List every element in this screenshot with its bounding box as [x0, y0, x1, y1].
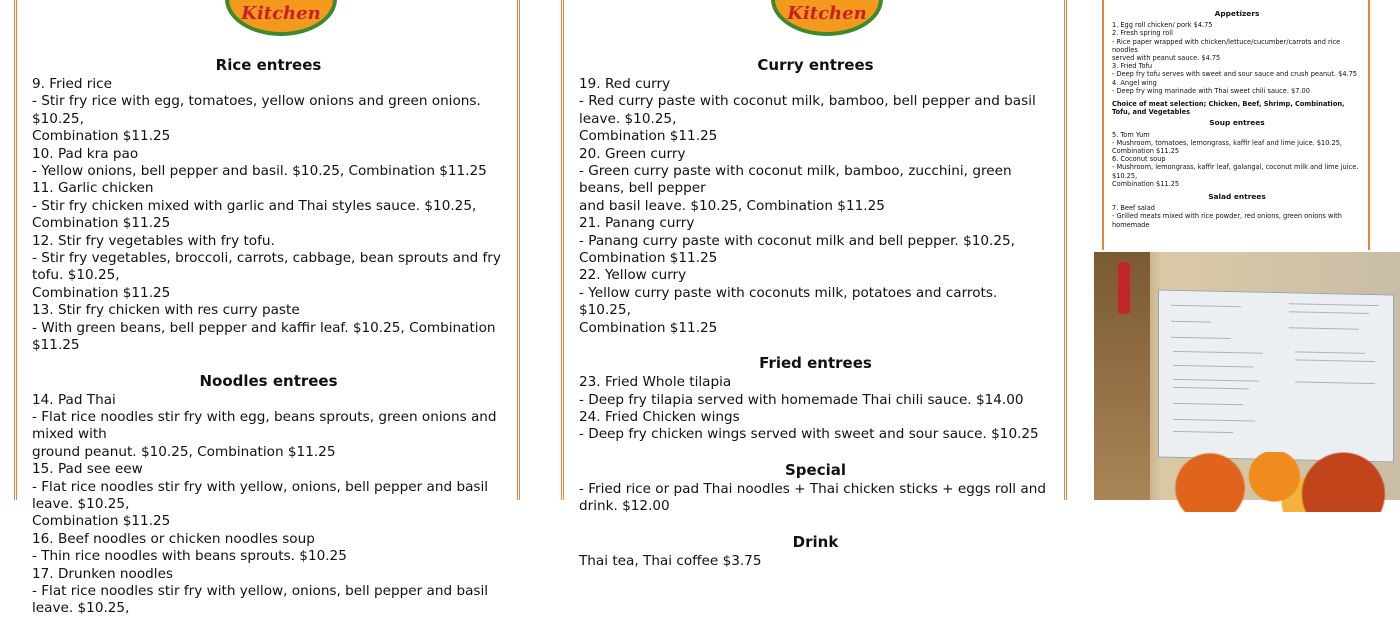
- menu-line: ground peanut. $10.25, Combination $11.25: [32, 443, 336, 460]
- menu-line: 23. Fried Whole tilapia: [579, 374, 732, 391]
- appetizers-title: Appetizers: [1214, 9, 1260, 18]
- appetizers-list: [1112, 21, 1362, 95]
- section-spacer: [32, 355, 505, 372]
- left-menu-body: [32, 56, 505, 618]
- menu-line: Combination $11.25: [579, 319, 718, 336]
- menu-line: - Stir fry chicken mixed with garlic and Thai styles sauce. $10.25,: [32, 197, 477, 214]
- menu-line: - Flat rice noodles stir fry with yellow, onions, bell pepper and basil leave. $10.25,: [32, 478, 489, 512]
- menu-line: - Flat rice noodles stir fry with egg, beans sprouts, green onions and mixed with: [32, 408, 497, 443]
- mini-menu-line: 5. Tom Yum: [1112, 130, 1150, 139]
- menu-line: 22. Yellow curry: [579, 267, 687, 284]
- section-title: Drink: [792, 532, 839, 551]
- section-spacer: [579, 337, 1052, 354]
- restaurant-logo: [225, 0, 337, 36]
- mini-menu-line: - Deep fry tofu serves with sweet and sour sauce and crush peanut. $4.75: [1112, 70, 1358, 79]
- logo-text: Kitchen: [241, 3, 321, 24]
- mini-menu-line: - Mushroom, tomatoes, lemongrass, kaffir leaf and lime juice. $10.25,: [1112, 138, 1343, 147]
- menu-line: 24. Fried Chicken wings: [579, 408, 740, 425]
- section-title: Noodles entrees: [199, 371, 338, 390]
- section-spacer: [579, 516, 1052, 533]
- mini-menu-line: 3. Fried Tofu: [1112, 62, 1153, 71]
- menu-line: - Thin rice noodles with beans sprouts. $10.25: [32, 548, 347, 565]
- posted-menu-sheet: [1158, 290, 1394, 463]
- menu-line: 15. Pad see eew: [32, 461, 143, 478]
- menu-line: Combination $11.25: [32, 513, 171, 530]
- menu-line: - Panang curry paste with coconut milk and bell pepper. $10.25,: [579, 232, 1015, 249]
- menu-line: - With green beans, bell pepper and kaffir leaf. $10.25, Combination $11.25: [32, 319, 496, 354]
- menu-line: Combination $11.25: [32, 215, 171, 232]
- menu-photo: [1094, 252, 1400, 500]
- mini-menu-line: - Grilled meats mixed with rice powder, red onions, green onions with homemade: [1112, 212, 1342, 229]
- mini-menu-line: 6. Coconut soup: [1112, 155, 1166, 164]
- section-title: Curry entrees: [757, 56, 874, 74]
- menu-line: 20. Green curry: [579, 145, 686, 162]
- menu-line: 17. Drunken noodles: [32, 565, 174, 582]
- mini-menu-line: - Mushroom, lemongrass, kaffir leaf, galangal, coconut milk and lime juice. $10.25,: [1112, 163, 1359, 180]
- menu-line: - Stir fry rice with egg, tomatoes, yellow onions and green onions. $10.25,: [32, 93, 481, 127]
- menu-line: Combination $11.25: [32, 128, 171, 145]
- mini-menu-line: - Rice paper wrapped with chicken/lettuce/cucumber/carrots and rice noodles: [1112, 37, 1341, 54]
- menu-line: 16. Beef noodles or chicken noodles soup: [32, 530, 315, 547]
- menu-page-left: [14, 0, 520, 617]
- fire-extinguisher-icon: [1118, 262, 1130, 314]
- salad-title: Salad entrees: [1208, 192, 1266, 202]
- menu-line: - Fried rice or pad Thai noodles + Thai chicken sticks + eggs roll and drink. $12.00: [579, 480, 1046, 515]
- middle-menu-body: [579, 56, 1052, 570]
- section-spacer: [579, 444, 1052, 461]
- menu-line: Combination $11.25: [579, 128, 718, 145]
- menu-line: - Green curry paste with coconut milk, bamboo, zucchini, green beans, bell pepper: [579, 163, 1012, 197]
- mini-menu-line: served with peanut sauce. $4.75: [1112, 54, 1221, 63]
- menu-line: and basil leave. $10.25, Combination $11.25: [579, 197, 885, 214]
- mini-menu-line: 2. Fresh spring roll: [1112, 29, 1173, 38]
- menu-line: 21. Panang curry: [579, 215, 695, 232]
- menu-line: 11. Garlic chicken: [32, 180, 154, 197]
- autumn-leaves-decor: [1164, 452, 1394, 512]
- menu-page-right-preview: [1102, 0, 1370, 250]
- salad-list: [1112, 204, 1362, 229]
- logo-text: Kitchen: [787, 3, 867, 24]
- section-title: Rice entrees: [215, 56, 322, 74]
- mini-menu-line: Combination $11.25: [1112, 179, 1180, 188]
- restaurant-logo: [771, 0, 883, 36]
- section-title: Fried entrees: [759, 354, 872, 373]
- menu-line: 10. Pad kra pao: [32, 145, 139, 162]
- menu-line: - Deep fry chicken wings served with sweet and sour sauce. $10.25: [579, 426, 1039, 443]
- menu-line: 19. Red curry: [579, 76, 671, 92]
- mini-menu-line: - Deep fry wing marinade with Thai sweet chili sauce. $7.00: [1112, 86, 1310, 95]
- menu-line: - Red curry paste with coconut milk, bamboo, bell pepper and basil leave. $10.25,: [579, 93, 1036, 127]
- menu-line: - Yellow curry paste with coconuts milk, potatoes and carrots. $10.25,: [579, 284, 998, 319]
- meat-selection-note: Choice of meat selection; Chicken, Beef, Shrimp, Combination, Tofu, and Vegetables: [1112, 100, 1345, 117]
- mini-menu-line: 7. Beef salad: [1112, 204, 1155, 213]
- menu-line: Thai tea, Thai coffee $3.75: [579, 552, 762, 569]
- mini-menu-line: Combination $11.25: [1112, 147, 1180, 156]
- menu-line: - Flat rice noodles stir fry with yellow, onions, bell pepper and basil leave. $10.25,: [32, 582, 489, 617]
- menu-line: 12. Stir fry vegetables with fry tofu.: [32, 232, 275, 249]
- soup-list: [1112, 131, 1362, 188]
- menu-line: - Yellow onions, bell pepper and basil. $10.25, Combination $11.25: [32, 163, 487, 180]
- mini-menu-line: 4. Angel wing: [1112, 78, 1157, 87]
- mini-menu-line: 1. Egg roll chicken/ pork $4.75: [1112, 21, 1213, 30]
- menu-line: - Deep fry tilapia served with homemade Thai chili sauce. $14.00: [579, 391, 1024, 408]
- menu-line: - Stir fry vegetables, broccoli, carrots, cabbage, bean sprouts and fry tofu. $10.25,: [32, 250, 501, 284]
- menu-line: 14. Pad Thai: [32, 391, 116, 408]
- menu-page-middle: [561, 0, 1067, 569]
- menu-line: Combination $11.25: [32, 284, 171, 301]
- menu-line: 9. Fried rice: [32, 76, 113, 92]
- soup-title: Soup entrees: [1209, 118, 1265, 128]
- section-title: Special: [784, 460, 846, 479]
- menu-line: 13. Stir fry chicken with res curry paste: [32, 302, 300, 319]
- menu-line: Combination $11.25: [579, 250, 718, 267]
